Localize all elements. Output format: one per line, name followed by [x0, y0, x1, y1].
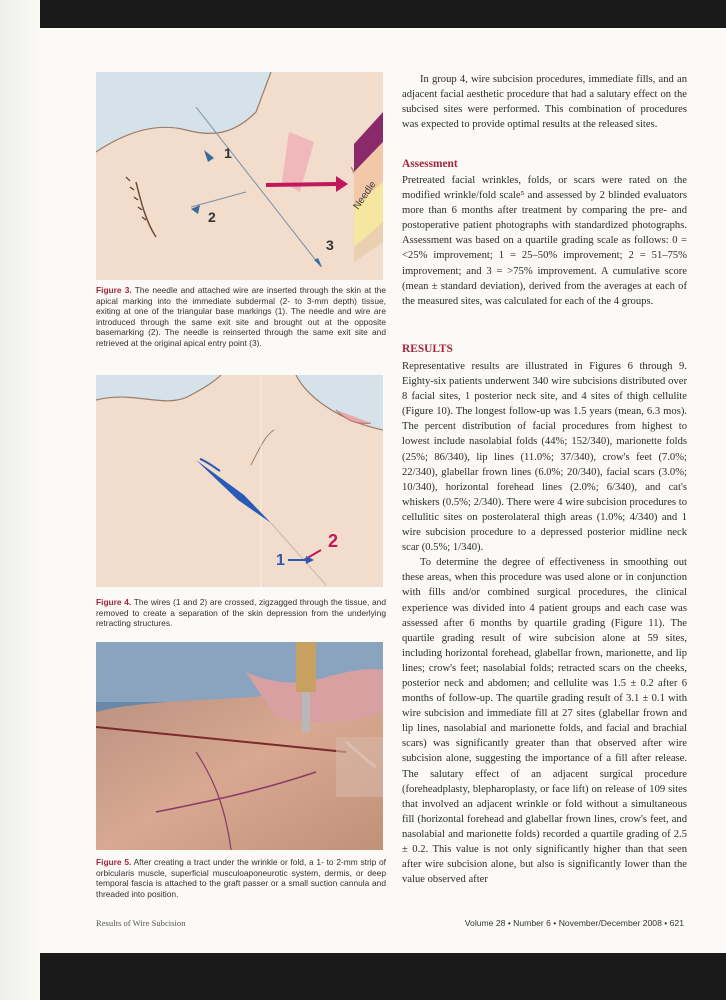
figure-3-caption [96, 285, 386, 349]
figure-4-illustration [96, 375, 383, 587]
heading-results: RESULTS [402, 343, 453, 355]
heading-assessment: Assessment [402, 158, 458, 170]
results-paragraph-2: To determine the degree of effectiveness in smoothing out these areas, when this procedure was used alone or in conjunction with fills and/or combined surgical procedures, the clinical experience was divided into 4 patient groups and each case was assessed after 6 months by quartile grading (Figure 11). The quartile grading result of wire subcision alone at 59 sites, including horizontal forehead, glabellar frown, marionette, and lip lines; crow's feet; nasolabial folds; retracted scars on the cheeks, posterior neck and abdomen; and cellulite was 1.5 ± 0.2 after 6 months of follow-up. The quartile grading result of 3.1 ± 0.1 with wire subcision and immediate fill at 27 sites (glabellar frown and lip lines, nasolabial and marionette folds, and facial and brachial scars) was significantly greater than that observed after wire subcision alone, suggesting the importance of a fill after release. The salutary effect of an adjacent surgical procedure (foreheadplasty, blepharoplasty, or face lift) on release of 109 sites that involved an adjacent wrinkle or fold without a simultaneous fill (horizontal forehead and glabellar frown lines, crow's feet, and nasolabial and marionette folds) recorded a quartile grading of 2.5 ± 0.2. This value is not only significantly higher than that seen after wire subcision alone, but also is significantly lower than the value observed after [402, 557, 687, 886]
figure-3-illustration [96, 72, 383, 280]
running-footer-volume: Volume 28 • Number 6 • November/December 2008 • 621 [464, 918, 684, 928]
fig4-label-2: 2 [328, 531, 339, 551]
figure-5-caption-label: Figure 5. [96, 857, 132, 867]
figure-5-caption-text: After creating a tract under the wrinkle or fold, a 1- to 2-mm strip of orbicularis muscle, superficial musculoaponeurotic system, dermis, or deep temporal fascia is attached to the graft passer or a small suction cannula and threaded into position. [96, 857, 386, 899]
figure-4-caption-text: The wires (1 and 2) are crossed, zigzagged through the tissue, and removed to create a separation of the skin depression from the underlying retracting structures. [96, 597, 386, 629]
figure-3-caption-text: The needle and attached wire are inserted through the skin at the apical marking into the immediate subdermal (2- to 3-mm depth) tissue, exiting at one of the triangular base markings (1). The needle and wire are introduced through the same exit site and brought out at the opposite basemarking (2). The needle is reinserted through the same exit site and retrieved at the original apical entry point (3). [96, 285, 386, 348]
figure-5-photo [96, 642, 383, 850]
results-paragraph-1: Representative results are illustrated in Figures 6 through 9. Eighty-six patients underwent 340 wire subcisions distributed over 8 facial sites, 1 posterior neck site, and 4 sites of thigh cellulite (Figure 10). The longest follow-up was 1.5 years (mean, 6.3 mos). The percent distribution of facial procedures from highest to lowest include nasolabial folds (44%; 152/340), marionette folds (25%; 86/340), lip lines (11.0%; 37/340), crow's feet (7.0%; 22/340), glabellar frown lines (6.0%; 20/340), facial scars (3.0%; 10/340), horizontal forehead lines (2.0%; 6/340), and cat's whiskers (0.5%; 2/340). There were 4 wire subcision procedures to cellulitic sites on posterolateral thigh areas (1.0%; 4/340) and 1 wire subcision procedure to a depressed posterior midline neck scar (0.5%; 1/340). [402, 361, 687, 554]
page-gutter-shadow [0, 0, 40, 1000]
figure-3-caption-label: Figure 3. [96, 285, 132, 295]
fig3-needle-label: Needle [351, 179, 379, 212]
intro-text: In group 4, wire subcision procedures, immediate fills, and an adjacent facial aesthetic procedure that had a salutary effect on the subcised sites were performed. This combination of procedures was expected to provide optimal results at the released sites. [402, 74, 687, 131]
body-intro-paragraph [402, 72, 687, 132]
assessment-section [402, 173, 687, 309]
figure-5-caption [96, 857, 386, 899]
fig3-label-1: 1 [224, 145, 232, 161]
assessment-text: Pretreated facial wrinkles, folds, or scars were rated on the modified wrinkle/fold scale⁵ and assessed by 2 blinded evaluators more than 6 months after treatment by comparing the pre- and postoperative patient photographs with standardized photographs. Assessment was based on a quartile grading scale as follows: 0 = <25% improvement; 1 = 25–50% improvement; 2 = 51–75% improvement; and 3 = >75% improvement. A cumulative score (mean ± standard deviation), derived from the averages at each of the measured sites, was calculated for each of the 4 groups. [402, 175, 687, 307]
fig4-label-1: 1 [276, 552, 285, 569]
fig3-label-2: 2 [208, 209, 216, 225]
figure-4-caption [96, 597, 386, 629]
results-section [402, 359, 687, 887]
fig3-label-3: 3 [326, 237, 334, 253]
figure-4-caption-label: Figure 4. [96, 597, 132, 607]
running-footer-title: Results of Wire Subcision [96, 918, 186, 928]
